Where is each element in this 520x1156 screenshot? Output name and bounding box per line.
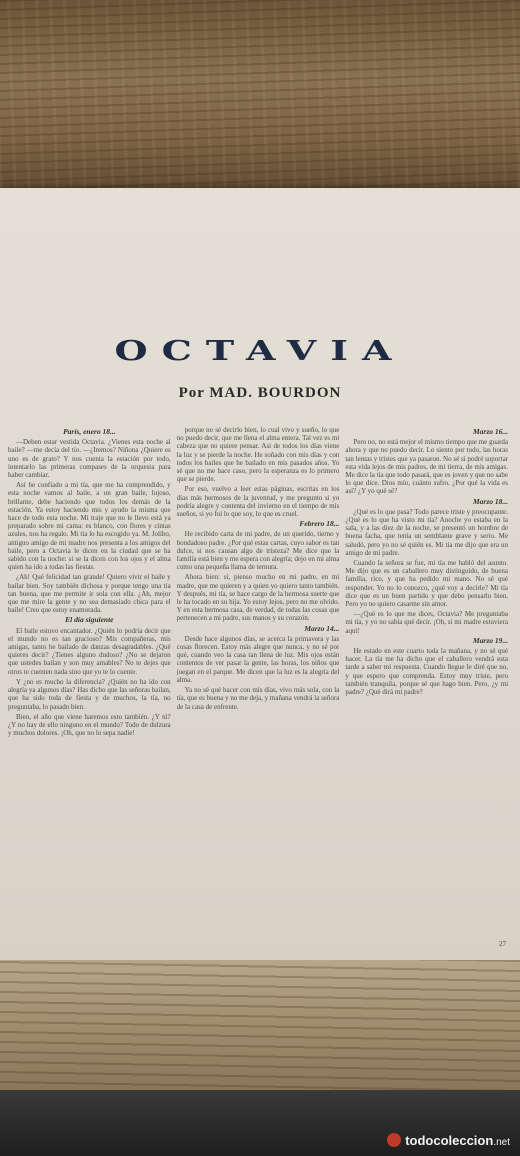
floor-background — [0, 1090, 520, 1156]
wooden-table-top — [0, 0, 520, 200]
paragraph: Ahora bien: sí, pienso mucho en mi padre, en mi madre, que me quieren y a quien yo quiero tanto también. Y después, mi tía, se hace cargo de la hermosa suerte que le ha tocado en su hija. Yo estoy lejos, pero no me olvido. Y en esta hermosa casa, de verdad, de todas las cosas que pertenecen a mi padre, sus manos y su corazón. — [176, 573, 340, 623]
entry-date-heading: Marzo 19... — [473, 635, 509, 645]
entry-date-heading: Marzo 14... — [304, 623, 340, 633]
entry-date-heading: El día siguiente — [65, 615, 114, 625]
paragraph: He estado en este cuarto toda la mañana, y no sé qué hacer. La tía me ha dicho que el caballero vendrá esta tarde a saber mi respuesta. Cuando llegue le diré que no, y que espero que comprenda. Estoy muy triste, pero también tranquila, porque sé que hago bien. Pero, ¿y mi padre? ¿Qué dirá mi padre? — [345, 647, 509, 697]
wooden-table-bottom — [0, 960, 520, 1090]
column-2 — [177, 426, 340, 946]
column-1 — [8, 426, 171, 946]
paragraph: Cuando la señora se fue, mi tía me habló del asunto. Me dijo que es un caballero muy distinguido, de buena familia, rico, y que ha pedido mi mano. No sé qué responder. Yo no lo conozco, ¿qué voy a decirle? Mi tía dice que es un buen partido y que debo pensarlo bien. Pero yo no quiero casarme sin amor. — [345, 559, 509, 609]
entry-date-heading: Marzo 16... — [473, 427, 509, 436]
column-3 — [345, 426, 508, 946]
paragraph: Así he confiado a mi tía, que me ha comprendido, y esta noche vamos al baile, a un gran baile, lujoso, brillante, debe haciendo que todos los demás de la estación. Ya estoy haciendo mis y ayudo la misma que hace de todo esta noche. Mi traje que no le llevo está ya preparado sobre mi cama: es blanco, con flores y cintas azules, nos ha regalo. Mi tía lo ha escogido ya. M. Jolibo, antiguo amigo de mi madre nos presenta a los amigos del baile, pero a Octavia le dicen en la ciudad que se ha sabido con la noche: si se la dicen con los ojos y el alma quien ha ido a todas las fiestas. — [8, 481, 171, 572]
article-byline: Por MAD. BOURDON — [178, 385, 342, 401]
paragraph: Ya no sé qué hacer con mis días, vivo más sola, con la tía, que es buena y no me deja, y mañana vendrá la señora de la casa de enfrente. — [176, 686, 340, 711]
paragraph: ¿Ah! Qué felicidad tan grande! Quiero vivir el baile y bailar bien. Soy también dichosa y porque tengo una tía tan buena, que me permite ir sola con ella. ¿Ah, mejor que me mire la gente y no sea demasiado chica para el baile! Creo que estoy enamorada. — [8, 573, 171, 615]
entry-date-heading: París, enero 18... — [63, 427, 116, 436]
article-title: OCTAVIA — [114, 334, 406, 367]
paragraph: ¿Qué es lo que pasa? Todo parece triste y preocupante. ¿Qué es lo que ha visto mi tía? Anoche yo estaba en la sala, y a las diez de la noche, se presentó un hombre de buena facha, que tenía un semblante grave y serio. Me saludó, pero yo no sé quién es. Mi tía me dijo que era un amigo de mi padre. — [345, 507, 509, 557]
page-number: 27 — [499, 940, 506, 948]
paragraph: Desde hace algunos días, se acerca la primavera y las cosas florecen. Estoy más alegre que nunca, y no sé por qué, cuando veo la casa tan llena de luz. Mis ojos están contentos de ver pasar la gente, las horas, los niños que juegan en el parque. Me dicen que la luz es la alegría del alma. — [176, 634, 340, 684]
article-columns — [8, 426, 508, 946]
magazine-page — [0, 188, 520, 960]
paragraph: porque no sé decirlo bien, lo cual vivo y sueño, lo que no puedo decir, que me llena el alma entera. Tal vez es mi cabeza que no quiere pensar. Así de todos los días viene la luz y se pierde la noche. He soñado con mis días y con todos los bailes que he bailado en mis pasados años. Yo sé que no me hace caso, pero la esperanza es lo primero que se pierde. — [176, 426, 340, 484]
paragraph: He recibido carta de mi padre, de un querido, tierno y bondadoso padre. ¿Por qué estas cartas, cuyo sabor es tan dulce, si nos causan algo de tristeza? Me dice que la familia está bien y me espera con alegría; dejo en mi alma como una pequeña llama de ternura. — [176, 530, 340, 572]
paragraph: —¿Qué es lo que me dices, Octavia? Me preguntaba mi tía, y yo no sabía qué decir. ¡Oh, si mi madre estuviera aquí! — [345, 610, 509, 635]
entry-date-heading: Febrero 18... — [299, 519, 340, 529]
watermark-logo — [387, 1133, 510, 1148]
paragraph: El baile estuvo encantador. ¿Quién lo podría decir que el mundo no es tan gracioso? Mis compañeras, mis amigas, tanto he bailado de danzas desagradables. ¿Qué quieres decir? ¿Tienes alguno dudoso? ¿No se dejaron que ustedes bailan y son muy amables? No te dejes que otros te cuenten nada sino que yo te lo cuente. — [8, 626, 171, 676]
paragraph: Pero no, no está mejor el mismo tiempo que me guarda ahora y que no puedo decir. Lo siento por todo, las horas tan lentas y tristes que ya pasaron. No sé si podré soportar esta vida lejos de mis padres, de mi tierra, de mis amigas. Me dice la tía que todo pasará, que es joven y que no sabe lo que dice. Dios mío, cuánto sufro. ¿Por qué la vida es así? ¿Y yo qué sé? — [345, 438, 509, 496]
paragraph: Y ¿no es mucho la diferencia? ¿Quién no ha ido con alegría ya algunos días? Has dicho que las señoras bailan, que ha sido toda de fiesta y de muchos, la tía, no preguntaba, lo pasado bien. — [8, 677, 171, 711]
watermark-brand: todocoleccion — [405, 1133, 494, 1148]
todocoleccion-logo-icon — [387, 1133, 401, 1147]
paragraph: —Deben estar vestida Octavia. ¿Vienes esta noche al baile? —me decía del tío. —¿Iremos? Niñona ¿Quiere es uno es de grato? Y nos cuenta la estación por todo, intentarlo las primeras compases de la orquesta para haber cambiar. — [8, 438, 171, 480]
paragraph: Por eso, vuelvo a leer estas páginas, escritas en los días más hermosos de la juventud, y me pregunto si yo podría alegre y contenta del invierno en el tiempo de mis sueños, si yo fui lo que soy, lo que es cruel. — [176, 485, 340, 519]
entry-date-heading: Marzo 18... — [473, 496, 509, 506]
watermark-suffix: .net — [493, 1137, 510, 1148]
paragraph: Bien, el año que viene haremos esto también. ¿Y tú? ¿Y no hay de ello ninguno en el mundo? Todo de dulzura y muchos dolores. ¡Oh, que no lo sepa nadie! — [8, 712, 171, 738]
